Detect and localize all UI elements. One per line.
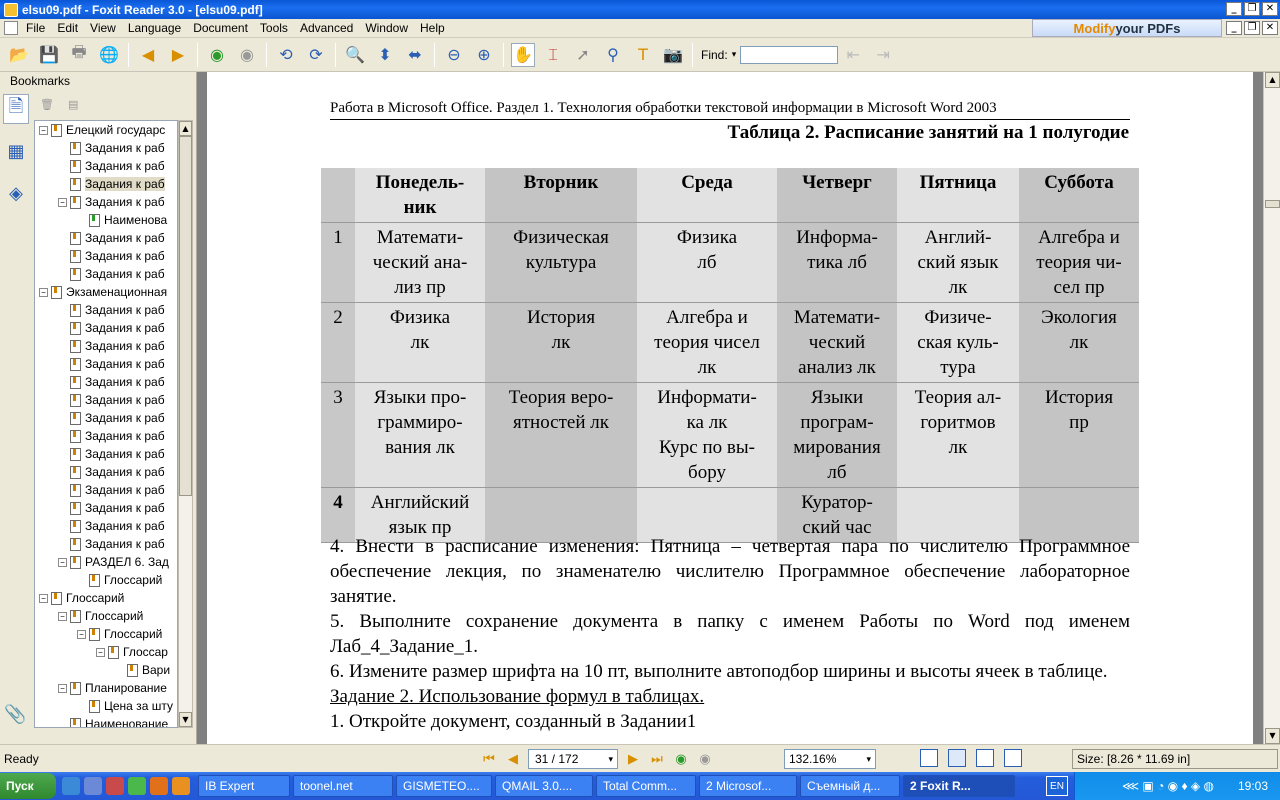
- bookmark-icon: [51, 286, 62, 299]
- table-row: [321, 223, 1139, 303]
- bookmark-icon: [70, 358, 81, 371]
- bookmark-item[interactable]: [35, 193, 177, 211]
- taskbar-button[interactable]: QMAIL 3.0....: [495, 775, 593, 797]
- language-indicator[interactable]: EN: [1046, 776, 1068, 796]
- bookmark-label: Задания к раб: [85, 141, 165, 155]
- bookmarks-tab-icon[interactable]: 🗎: [3, 94, 29, 124]
- bookmark-label: Глоссарий: [85, 609, 144, 623]
- firefox-ql-icon[interactable]: [150, 777, 168, 795]
- table-cell: История пр: [1019, 383, 1139, 488]
- zoom-field[interactable]: 132.16% ▾: [784, 749, 876, 769]
- bookmark-label: Задания к раб: [85, 537, 165, 551]
- page-size-readout: Size: [8.26 * 11.69 in]: [1072, 749, 1278, 769]
- row-number-cell: 1: [321, 223, 355, 303]
- bookmark-label: Задания к раб: [85, 195, 165, 209]
- table-cell: Информати- ка лк Курс по вы- бору: [637, 383, 777, 488]
- bookmark-icon: [89, 628, 100, 641]
- taskbar-button[interactable]: GISMETEO....: [396, 775, 492, 797]
- row-number-cell: 3: [321, 383, 355, 488]
- bookmark-icon: [70, 520, 81, 533]
- doc-scroll-up-icon[interactable]: ▲: [1265, 72, 1280, 88]
- table-title: Таблица 2. Расписание занятий на 1 полугодие: [727, 122, 1129, 143]
- bookmark-item[interactable]: [35, 661, 177, 679]
- table-header-cell: Пятница: [897, 168, 1019, 223]
- table-cell: Теория ал- горитмов лк: [897, 383, 1019, 488]
- bookmark-icon: [70, 448, 81, 461]
- bookmark-icon: [70, 268, 81, 281]
- expand-toggle-icon[interactable]: −: [58, 558, 67, 567]
- bookmark-label: Елецкий государс: [66, 123, 166, 137]
- paragraph-6: 6. Измените размер шрифта на 10 пт, выполните автоподбор ширины и высоты ячеек в таблице.: [330, 661, 1108, 682]
- bookmark-label: Задания к раб: [85, 483, 165, 497]
- email-icon[interactable]: 🌐: [99, 45, 119, 64]
- table-cell: История лк: [485, 303, 637, 383]
- doc-restore-button[interactable]: ❐: [1244, 21, 1260, 35]
- restore-button[interactable]: ❐: [1244, 2, 1260, 16]
- pointer-icon[interactable]: ➚: [576, 45, 590, 64]
- bookmark-item[interactable]: [35, 139, 177, 157]
- last-page-icon[interactable]: ⏭: [651, 751, 663, 767]
- bookmark-label: Планирование: [85, 681, 167, 695]
- expand-toggle-icon[interactable]: −: [58, 612, 67, 621]
- continuous-facing-view-icon[interactable]: [1004, 749, 1022, 767]
- network-ql-icon[interactable]: [128, 777, 146, 795]
- next-page-icon[interactable]: ▶: [171, 45, 185, 64]
- bookmark-label: Задания к раб: [85, 375, 165, 389]
- bookmark-item[interactable]: [35, 265, 177, 283]
- bookmark-item[interactable]: [35, 247, 177, 265]
- system-tray: [1074, 772, 1280, 800]
- bookmark-item[interactable]: [35, 643, 177, 661]
- document-icon[interactable]: [4, 21, 18, 35]
- taskbar-button[interactable]: 2 Foxit R...: [903, 775, 1015, 797]
- taskbar-button[interactable]: toonel.net: [293, 775, 393, 797]
- bookmark-label: Наименование: [85, 717, 169, 728]
- table-cell: Английский язык пр: [355, 488, 485, 543]
- bookmark-icon: [70, 538, 81, 551]
- task-2-heading: Задание 2. Использование формул в таблицах.: [330, 686, 705, 707]
- bookmark-item[interactable]: [35, 373, 177, 391]
- table-cell: Физическая культура: [485, 223, 637, 303]
- table-cell: Языки про- граммиро- вания лк: [355, 383, 485, 488]
- bookmark-label: Задания к раб: [85, 267, 165, 281]
- scroll-thumb[interactable]: [179, 136, 192, 496]
- bookmark-tree[interactable]: [34, 120, 178, 728]
- toolbar: [0, 38, 1280, 72]
- menu-help[interactable]: Help: [420, 21, 445, 35]
- table-cell: Экология лк: [1019, 303, 1139, 383]
- continuous-view-icon[interactable]: [948, 749, 966, 767]
- tray-icons[interactable]: ⋘ ▣ ◔ ◉ ♦ ◈ ◍: [1122, 779, 1214, 793]
- bookmark-label: Задания к раб: [85, 339, 165, 353]
- bookmark-item[interactable]: [35, 625, 177, 643]
- typewriter-icon[interactable]: T: [638, 45, 648, 64]
- zoom-out-icon[interactable]: ⊖: [447, 45, 461, 64]
- menu-window[interactable]: Window: [365, 21, 408, 35]
- scroll-down-icon[interactable]: ▼: [179, 712, 192, 727]
- facing-view-icon[interactable]: [976, 749, 994, 767]
- menu-view[interactable]: View: [90, 21, 116, 35]
- bookmark-item[interactable]: [35, 391, 177, 409]
- doc-scroll-down-icon[interactable]: ▼: [1265, 728, 1280, 744]
- table-cell: Информа- тика лб: [777, 223, 897, 303]
- bookmark-label: Задания к раб: [85, 321, 165, 335]
- schedule-table: [321, 168, 1139, 543]
- task-2-step-1: 1. Откройте документ, созданный в Задании1: [330, 711, 697, 732]
- menu-file[interactable]: File: [26, 21, 46, 35]
- bookmark-icon: [70, 682, 81, 695]
- bookmark-item[interactable]: [35, 535, 177, 553]
- table-header-cell: Четверг: [777, 168, 897, 223]
- zoom-in-icon[interactable]: ⊕: [477, 45, 491, 64]
- expand-toggle-icon[interactable]: −: [39, 594, 48, 603]
- table-header-cell: Понедель- ник: [355, 168, 485, 223]
- bookmark-label: Задания к раб: [85, 249, 165, 263]
- rotate-right-icon[interactable]: ⟳: [309, 45, 323, 64]
- bookmark-item[interactable]: [35, 175, 177, 193]
- binoculars-icon[interactable]: ⚲: [607, 45, 619, 64]
- status-bar: [0, 744, 1280, 772]
- expand-toggle-icon[interactable]: −: [58, 684, 67, 693]
- bookmark-label: Глоссар: [123, 645, 168, 659]
- doc-scroll-thumb[interactable]: [1265, 200, 1280, 208]
- find-previous-icon[interactable]: ⇤: [846, 45, 860, 64]
- expand-toggle-icon[interactable]: −: [77, 630, 86, 639]
- go-back-icon[interactable]: ◉: [210, 45, 224, 64]
- taskbar-button[interactable]: Съемный д...: [800, 775, 900, 797]
- bookmark-icon: [51, 592, 62, 605]
- bookmark-icon: [70, 196, 81, 209]
- bookmark-item[interactable]: [35, 157, 177, 175]
- bookmarks-panel: [0, 72, 197, 744]
- bookmark-item[interactable]: [35, 121, 177, 139]
- text-select-icon[interactable]: ⌶: [548, 44, 558, 64]
- print-icon[interactable]: 🖶: [71, 42, 87, 61]
- bookmark-icon: [127, 664, 138, 677]
- bookmark-label: Задания к раб: [85, 393, 165, 407]
- bookmark-icon: [89, 574, 100, 587]
- bookmark-icon: [70, 232, 81, 245]
- bookmark-item[interactable]: [35, 553, 177, 571]
- table-cell: Куратор- ский час: [777, 488, 897, 543]
- fit-width-icon[interactable]: ⬌: [408, 45, 422, 64]
- document-area: [197, 72, 1263, 744]
- previous-page-icon[interactable]: ◀: [141, 45, 155, 64]
- bookmark-icon: [70, 556, 81, 569]
- quick-launch: [62, 777, 190, 795]
- table-header-cell: [321, 168, 355, 223]
- bookmark-label: Задания к раб: [85, 177, 165, 191]
- foxit-app-icon: [4, 3, 18, 17]
- fit-page-icon[interactable]: ⬍: [378, 45, 392, 64]
- doc-close-button[interactable]: ✕: [1262, 21, 1278, 35]
- table-header-cell: Вторник: [485, 168, 637, 223]
- bookmark-label: Задания к раб: [85, 447, 165, 461]
- bookmark-icon: [70, 502, 81, 515]
- bookmark-icon: [70, 322, 81, 335]
- open-icon[interactable]: 📂: [9, 45, 29, 64]
- bookmarks-title: Bookmarks: [10, 74, 71, 88]
- avast-ql-icon[interactable]: [172, 777, 190, 795]
- bookmark-label: Задания к раб: [85, 501, 165, 515]
- bookmark-icon: [89, 214, 100, 227]
- table-cell: Физика лб: [637, 223, 777, 303]
- table-header-cell: Суббота: [1019, 168, 1139, 223]
- taskbar-button[interactable]: 2 Microsof...: [699, 775, 797, 797]
- history-forward-icon[interactable]: ◉: [699, 751, 711, 767]
- table-cell: Англий- ский язык лк: [897, 223, 1019, 303]
- menu-document[interactable]: Document: [193, 21, 248, 35]
- bookmark-label: Задания к раб: [85, 357, 165, 371]
- bookmark-item[interactable]: [35, 301, 177, 319]
- bookmark-icon: [51, 124, 62, 137]
- document-scrollbar[interactable]: [1263, 72, 1280, 744]
- expand-toggle-icon[interactable]: −: [96, 648, 105, 657]
- thumbnails-tab-icon[interactable]: ▦: [7, 140, 25, 162]
- bookmark-icon: [70, 376, 81, 389]
- ie-icon[interactable]: [62, 777, 80, 795]
- bookmark-label: Глоссарий: [104, 573, 163, 587]
- start-button[interactable]: Пуск: [0, 773, 56, 799]
- expand-toggle-icon[interactable]: −: [39, 288, 48, 297]
- attachments-icon[interactable]: 📎: [4, 704, 27, 725]
- bookmark-icon: [70, 484, 81, 497]
- bookmark-icon: [70, 178, 81, 191]
- menu-edit[interactable]: Edit: [57, 21, 79, 35]
- bookmark-item[interactable]: [35, 607, 177, 625]
- zoom-dropdown-icon[interactable]: ▾: [866, 753, 871, 764]
- layers-tab-icon[interactable]: ◈: [9, 182, 23, 204]
- table-cell: Физика лк: [355, 303, 485, 383]
- bookmark-item[interactable]: [35, 229, 177, 247]
- bookmark-item[interactable]: [35, 211, 177, 229]
- expand-toggle-icon[interactable]: −: [39, 126, 48, 135]
- bookmark-item[interactable]: [35, 283, 177, 301]
- body-text: [330, 534, 1130, 734]
- running-header: Работа в Microsoft Office. Раздел 1. Технология обработки текстовой информации в Microsoft Word 2003: [330, 100, 1130, 120]
- bookmark-icon: [70, 250, 81, 263]
- go-forward-icon[interactable]: ◉: [240, 45, 254, 64]
- page-dropdown-icon[interactable]: ▾: [608, 753, 613, 764]
- taskbar: [0, 772, 1280, 800]
- bookmark-icon: [70, 718, 81, 729]
- bookmark-item[interactable]: [35, 409, 177, 427]
- paragraph-4: 4. Внести в расписание изменения: Пятница – четвертая пара по числителю Программное обеспечение лекция, по знаменателю числителю Программное обеспечение лабораторное занятие.: [330, 536, 1130, 607]
- close-button[interactable]: ✕: [1262, 2, 1278, 16]
- scroll-up-icon[interactable]: ▲: [179, 121, 192, 136]
- taskbar-button[interactable]: IB Expert: [198, 775, 290, 797]
- bookmark-icon: [70, 466, 81, 479]
- menu-advanced[interactable]: Advanced: [299, 21, 354, 35]
- row-number-cell: 2: [321, 303, 355, 383]
- bookmark-icon: [70, 430, 81, 443]
- find-input[interactable]: [740, 46, 838, 64]
- table-cell: Теория веро- ятностей лк: [485, 383, 637, 488]
- table-cell: Математи- ческий ана- лиз пр: [355, 223, 485, 303]
- bookmark-icon: [70, 340, 81, 353]
- first-page-icon[interactable]: ⏮: [483, 751, 495, 767]
- bookmark-label: Задания к раб: [85, 465, 165, 479]
- hand-tool-icon[interactable]: ✋: [511, 43, 535, 67]
- bookmark-label: Наименова: [104, 213, 168, 227]
- table-cell: Алгебра и теория чисел лк: [637, 303, 777, 383]
- zoom-tool-icon[interactable]: 🔍: [345, 45, 365, 64]
- bookmark-label: Задания к раб: [85, 411, 165, 425]
- prev-page-icon[interactable]: ◀: [508, 751, 518, 767]
- bookmark-icon: [70, 394, 81, 407]
- bookmark-item[interactable]: [35, 463, 177, 481]
- save-icon[interactable]: 💾: [39, 45, 59, 64]
- row-number-cell: 4: [321, 488, 355, 543]
- bookmark-item[interactable]: [35, 481, 177, 499]
- bookmark-item[interactable]: [35, 445, 177, 463]
- bookmark-item[interactable]: [35, 679, 177, 697]
- panel-nav-strip: [0, 92, 32, 744]
- rotate-left-icon[interactable]: ⟲: [279, 45, 293, 64]
- table-row: [321, 383, 1139, 488]
- taskbar-button[interactable]: Total Comm...: [596, 775, 696, 797]
- table-cell: Математи- ческий анализ лк: [777, 303, 897, 383]
- table-cell: Языки програм- мирования лб: [777, 383, 897, 488]
- clock: 19:03: [1237, 779, 1268, 793]
- table-header-cell: Среда: [637, 168, 777, 223]
- bookmark-item[interactable]: [35, 337, 177, 355]
- history-back-icon[interactable]: ◉: [675, 751, 687, 767]
- find-options-icon[interactable]: ▾: [731, 49, 737, 60]
- bookmark-icon: [108, 646, 119, 659]
- modify-pdfs-banner[interactable]: Modify your PDFs: [1032, 19, 1222, 37]
- bookmark-item[interactable]: [35, 427, 177, 445]
- bookmark-icon: [70, 412, 81, 425]
- bookmark-label: Глоссарий: [104, 627, 163, 641]
- bookmark-properties-icon[interactable]: ▤: [67, 98, 79, 111]
- next-page-status-icon[interactable]: ▶: [628, 751, 638, 767]
- table-cell: Алгебра и теория чи- сел пр: [1019, 223, 1139, 303]
- bookmark-icon: [70, 142, 81, 155]
- bookmark-item[interactable]: [35, 589, 177, 607]
- delete-bookmark-icon[interactable]: 🗑: [40, 98, 54, 111]
- bookmark-icon: [70, 610, 81, 623]
- bookmark-icon: [70, 160, 81, 173]
- bookmark-icon: [70, 304, 81, 317]
- paragraph-5: 5. Выполните сохранение документа в папку с именем Работы по Word под именем Лаб_4_Задание_1.: [330, 611, 1130, 657]
- bookmark-label: Цена за шту: [104, 699, 173, 713]
- bookmark-label: Задания к раб: [85, 303, 165, 317]
- bookmark-item[interactable]: [35, 355, 177, 373]
- minimize-button[interactable]: _: [1226, 2, 1242, 16]
- bookmark-label: Задания к раб: [85, 159, 165, 173]
- bookmark-label: Задания к раб: [85, 519, 165, 533]
- page-number-field[interactable]: 31 / 172 ▾: [528, 749, 618, 769]
- bookmark-item[interactable]: [35, 499, 177, 517]
- bookmark-label: Глоссарий: [66, 591, 125, 605]
- tool-ql-icon[interactable]: [106, 777, 124, 795]
- status-text: Ready: [4, 752, 39, 766]
- bookmark-icon: [89, 700, 100, 713]
- single-page-view-icon[interactable]: [920, 749, 938, 767]
- menu-language[interactable]: Language: [127, 21, 182, 35]
- find-label: Find:: [701, 47, 728, 62]
- doc-minimize-button[interactable]: _: [1226, 21, 1242, 35]
- pdf-page[interactable]: [207, 72, 1253, 744]
- expand-toggle-icon[interactable]: −: [58, 198, 67, 207]
- bookmark-item[interactable]: [35, 697, 177, 715]
- table-row: [321, 303, 1139, 383]
- bookmark-label: Вари: [142, 663, 171, 677]
- bookmark-item[interactable]: [35, 319, 177, 337]
- table-cell: Физиче- ская куль- тура: [897, 303, 1019, 383]
- bookmark-item[interactable]: [35, 715, 177, 728]
- bookmark-label: Задания к раб: [85, 231, 165, 245]
- bookmarks-scrollbar[interactable]: [178, 120, 193, 728]
- snapshot-icon[interactable]: 📷: [663, 45, 683, 64]
- bookmark-label: Задания к раб: [85, 429, 165, 443]
- save-ql-icon[interactable]: [84, 777, 102, 795]
- window-title: elsu09.pdf - Foxit Reader 3.0 - [elsu09.pdf]: [22, 2, 263, 17]
- bookmark-item[interactable]: [35, 571, 177, 589]
- bookmark-label: Экзаменационная: [66, 285, 168, 299]
- bookmark-label: РАЗДЕЛ 6. Зад: [85, 555, 169, 569]
- bookmark-item[interactable]: [35, 517, 177, 535]
- find-next-icon[interactable]: ⇥: [876, 45, 890, 64]
- menu-tools[interactable]: Tools: [259, 21, 288, 35]
- title-bar: [0, 0, 1280, 19]
